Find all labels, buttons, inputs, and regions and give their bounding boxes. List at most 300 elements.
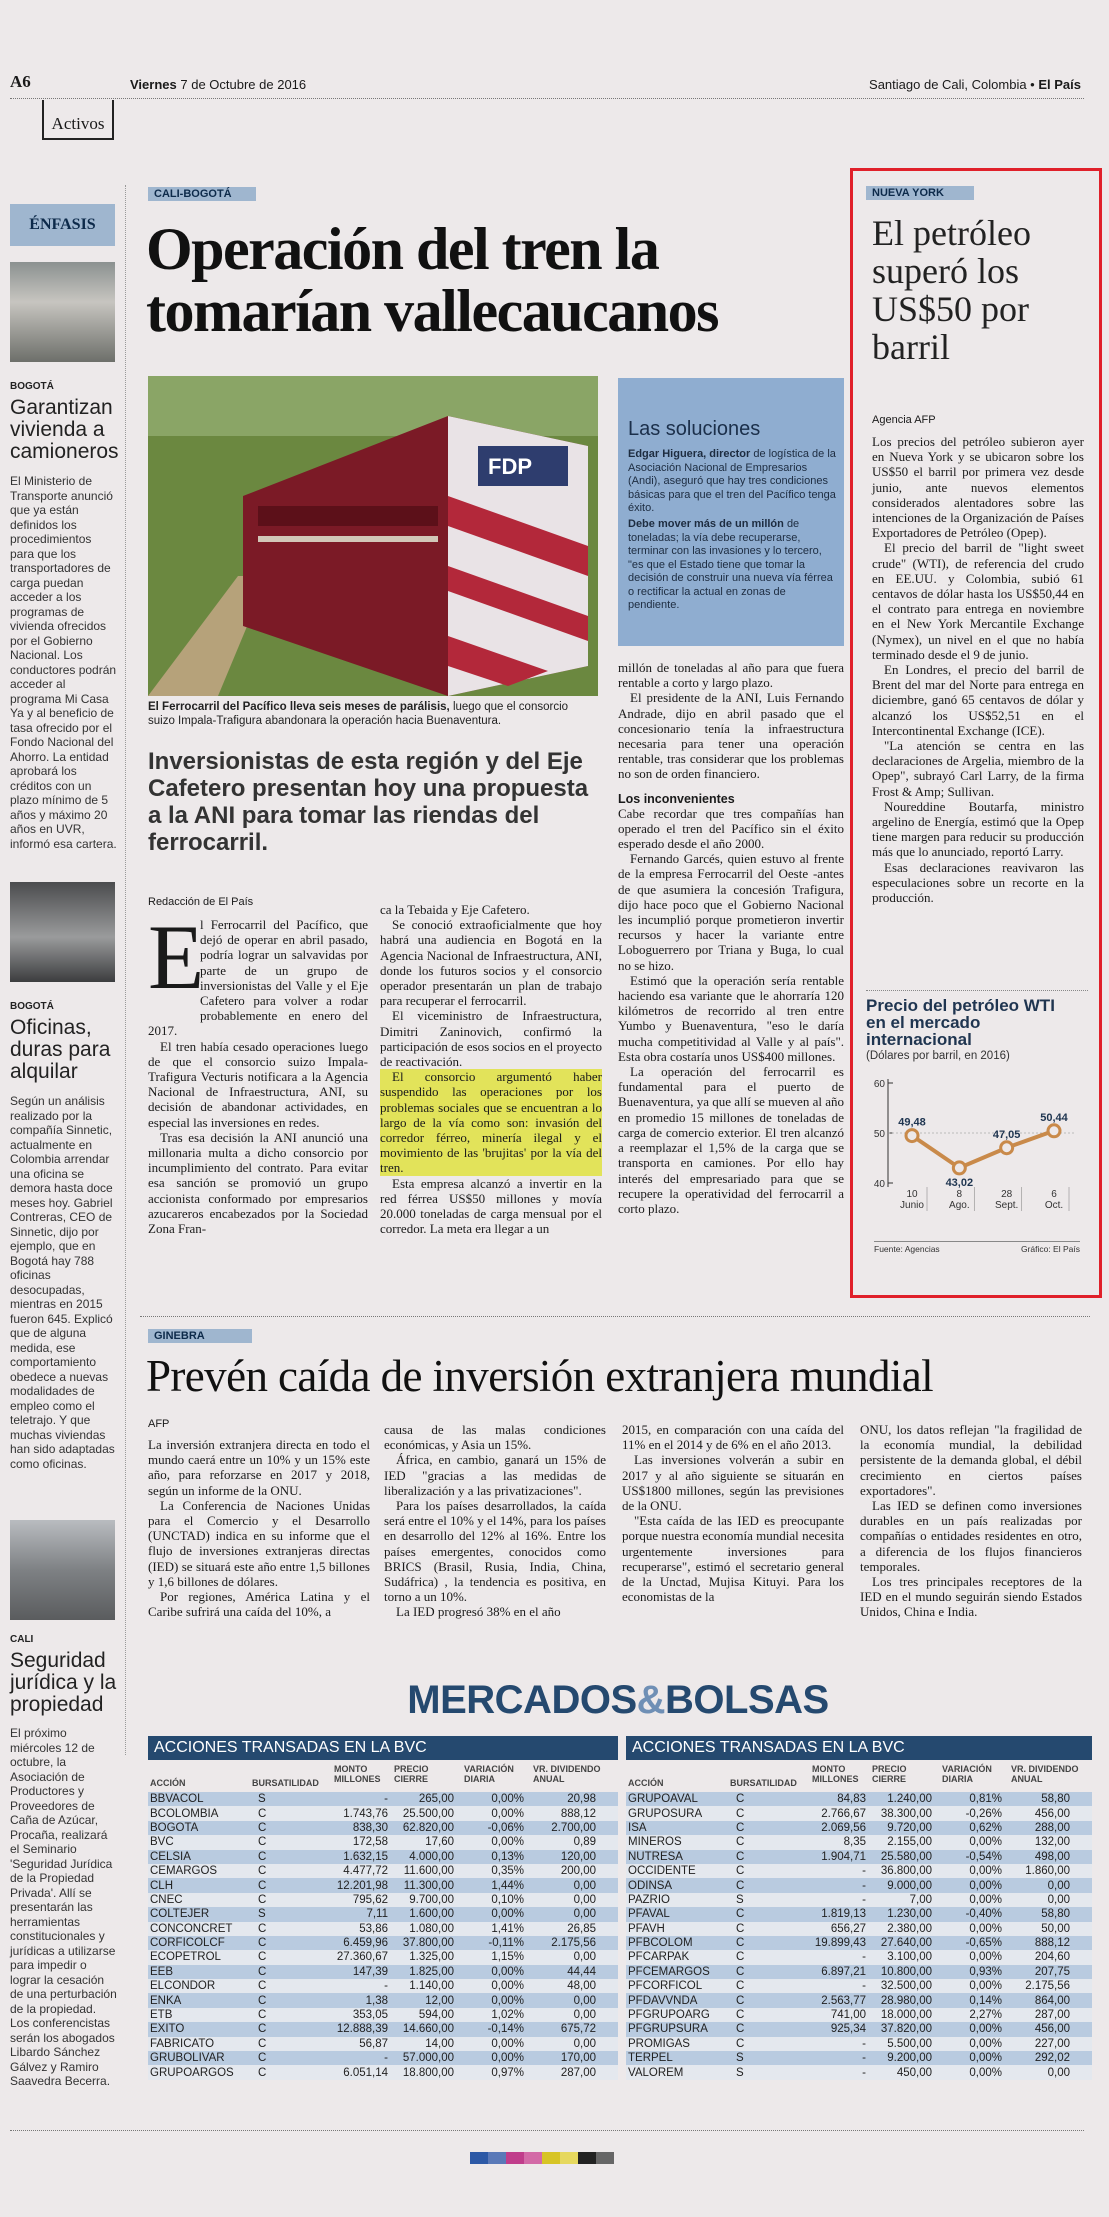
photo-caption-text: luego que el consorcio suizo Impala-Trafigura abandonara la operación hacia Buenaventura.	[148, 701, 569, 727]
table-cell: 0,00	[1004, 1878, 1092, 1892]
sidebar-body-1: El Ministerio de Transporte anunció que ya están definidos los procedimientos para que los transportadores de carga puedan acceder a los programas de vivienda ofrecidos por el Gobierno Nacional. Los conductores podrán acceder al programa Mi Casa Ya y al beneficio de tasa ofrecido por el Fondo Nacional del Ahorro. La entidad aprobará los créditos con un plazo mínimo de 5 años y máximo 20 años en UVR, informó esa cartera.	[10, 474, 117, 851]
table-cell: 0,00%	[934, 1878, 1004, 1892]
fdi-col2-p2: África, en cambio, ganará un 15% de IED "gracias a las medidas de liberalización y a las privatizaciones".	[384, 1452, 606, 1498]
section-tab	[42, 100, 114, 140]
table-cell: 26,85	[526, 1922, 618, 1936]
table-row	[148, 1893, 618, 1907]
table-row	[148, 1821, 618, 1835]
table-row	[626, 1893, 1092, 1907]
x-tick-label: Ago.	[949, 1200, 970, 1211]
table-cell: 795,62	[334, 1893, 390, 1907]
table-cell: CORFICOLCF	[148, 1936, 252, 1950]
table-cell: 0,00%	[934, 1922, 1004, 1936]
table-row	[626, 1907, 1092, 1921]
table-cell: 0,00%	[934, 2022, 1004, 2036]
table-cell: ETB	[148, 2008, 252, 2022]
header-rule	[10, 98, 1084, 99]
table-cell: -	[334, 2051, 390, 2065]
table-cell: 925,34	[812, 2022, 868, 2036]
table-row	[626, 1965, 1092, 1979]
table-row	[626, 1806, 1092, 1820]
table-cell: -	[812, 1878, 868, 1892]
table-cell: 0,00%	[934, 1979, 1004, 1993]
table-cell: 0,00	[526, 1950, 618, 1964]
printer-color-bar	[470, 2152, 614, 2164]
table-cell: -0,26%	[934, 1806, 1004, 1820]
main-col3-p4: Fernando Garcés, quien estuvo al frente de la empresa Ferrocarril del Oeste -antes de que asumiera la concesión Trafigura, dijo hace poco que el Gobierno Nacional les incumplió porque prometieron invertir recursos y hacer la variante entre Loboguerrero por Triana y Buga, lo cual no se hizo.	[618, 851, 844, 973]
data-label: 47,05	[992, 1128, 1021, 1141]
table-cell: 1.140,00	[390, 1979, 456, 1993]
table-cell: C	[730, 1821, 812, 1835]
fdi-col1-p3: Por regiones, América Latina y el Caribe sufrirá una caída del 10%, a	[148, 1589, 370, 1620]
sidebar-title-2: Oficinas, duras para alquilar	[10, 1016, 111, 1083]
table-cell: 0,00%	[456, 1979, 526, 1993]
table-cell: C	[252, 2051, 334, 2065]
table-cell: 656,27	[812, 1922, 868, 1936]
table-cell: 0,00%	[456, 1792, 526, 1806]
table-cell: 594,00	[390, 2008, 456, 2022]
oil-body	[872, 434, 1084, 905]
table-cell: C	[730, 1850, 812, 1864]
table-cell: CONCONCRET	[148, 1922, 252, 1936]
col-monto: MONTO MILLONES	[334, 1764, 381, 1784]
table-cell: C	[730, 1878, 812, 1892]
table-cell: -	[334, 1792, 390, 1806]
table-row	[626, 2022, 1092, 2036]
table-row	[626, 1792, 1092, 1806]
table-cell: 353,05	[334, 2008, 390, 2022]
table-cell: 2,27%	[934, 2008, 1004, 2022]
table-row	[148, 1806, 618, 1820]
table-cell: 10.800,00	[868, 1965, 934, 1979]
table-row	[626, 2037, 1092, 2051]
table-cell: 1.325,00	[390, 1950, 456, 1964]
table-cell: 32.500,00	[868, 1979, 934, 1993]
sidebar-kicker-3: CALI	[10, 1634, 34, 1645]
color-swatch	[488, 2152, 506, 2164]
table-row	[148, 2008, 618, 2022]
table-row	[148, 1922, 618, 1936]
table-cell: C	[730, 2037, 812, 2051]
y-tick-label: 60	[873, 1079, 885, 1090]
table-cell: 287,00	[1004, 2008, 1092, 2022]
table-cell: 1,38	[334, 1993, 390, 2007]
sidebar-title-3: Seguridad jurídica y la propiedad	[10, 1649, 117, 1716]
table-row	[626, 1864, 1092, 1878]
table-cell: 0,00%	[456, 2037, 526, 2051]
fdi-col-2	[384, 1422, 606, 1620]
table-cell: C	[252, 1850, 334, 1864]
table-cell: PFAVH	[626, 1922, 730, 1936]
main-col2-p3: El viceministro de Infraestructura, Dimitri Zaninovich, confirmó la participación de esos socios en el proyecto de reactivación.	[380, 1008, 602, 1070]
table-cell: 2.766,67	[812, 1806, 868, 1820]
table-cell: 2.175,56	[526, 1936, 618, 1950]
color-swatch	[506, 2152, 524, 2164]
table-row	[148, 2065, 618, 2079]
table-cell: 44,44	[526, 1965, 618, 1979]
oil-chart	[866, 990, 1088, 1265]
fdi-col1-p2: La Conferencia de Naciones Unidas para el Comercio y el Desarrollo (UNCTAD) indica en su informe que el flujo de inversiones extranjeras directas (IED) se situará este año entre 1,5 billones y 1,6 billones de dólares.	[148, 1497, 370, 1589]
table-row	[148, 1936, 618, 1950]
table-cell: 288,00	[1004, 1821, 1092, 1835]
data-point	[1001, 1142, 1013, 1154]
table-cell: ISA	[626, 1821, 730, 1835]
oil-p1: Los precios del petróleo subieron ayer en Nueva York y se ubicaron sobre los US$50 el barril por primera vez desde junio, ante nuevos elementos considerados alentadores sobre las intenciones de la Organización de Países Exportadores de Petróleo (Opep).	[872, 434, 1084, 541]
fdi-col2-p4: La IED progresó 38% en el año	[396, 1604, 561, 1620]
table-cell: 4.477,72	[334, 1864, 390, 1878]
table-cell: C	[730, 1864, 812, 1878]
solutions-box	[618, 378, 844, 646]
table-cell: PFGRUPOARG	[626, 2008, 730, 2022]
table-cell: C	[252, 1835, 334, 1849]
table-cell: 2.380,00	[868, 1922, 934, 1936]
table-cell: 25.580,00	[868, 1850, 934, 1864]
table-cell: C	[730, 1993, 812, 2007]
sidebar-photo-offices	[10, 882, 115, 982]
header-place-line	[869, 77, 1081, 92]
main-deck: Inversionistas de esta región y del Eje Cafetero presentan hoy una propuesta a la ANI para tomar las riendas del ferrocarril.	[148, 748, 589, 856]
data-point	[1048, 1125, 1060, 1137]
oil-byline: Agencia AFP	[872, 414, 936, 426]
table-cell: 12.201,98	[334, 1878, 390, 1892]
table-cell: C	[730, 1979, 812, 1993]
table-cell: 1.632,15	[334, 1850, 390, 1864]
table-cell: CNEC	[148, 1893, 252, 1907]
table-cell: 4.000,00	[390, 1850, 456, 1864]
table-cell: C	[730, 1936, 812, 1950]
table-cell: 0,93%	[934, 1965, 1004, 1979]
table-cell: 0,00%	[934, 1835, 1004, 1849]
solutions-item-1-bold: Edgar Higuera, director	[628, 448, 751, 460]
fdi-headline: Prevén caída de inversión extranjera mundial	[146, 1351, 934, 1401]
table-cell: 2.175,56	[1004, 1979, 1092, 1993]
sidebar-body-2: Según un análisis realizado por la compañía Sinnetic, actualmente en Colombia arrendar una oficina se demora hasta doce meses hoy. Gabriel Contreras, CEO de Sinnetic, dijo por ejemplo, que en Bogotá hay 788 oficinas desocupadas, mientras en 2015 fueron 645. Explicó que de alguna medida, ese comportamiento obedece a nuevas modalidades de empleo como el teletrajo. Y que muchas viviendas han sido adaptadas como oficinas.	[10, 1094, 115, 1471]
table-cell: 265,00	[390, 1792, 456, 1806]
main-col2-p2: Se conoció extraoficialmente que hoy habrá una audiencia en Bogotá en la Agencia Nacional de Infraestructura, ANI, donde los futuros socios y el consorcio operador presentarán un plan de trabajo para recuperar el ferrocarril.	[380, 917, 602, 1009]
table-cell: 864,00	[1004, 1993, 1092, 2007]
main-col3-p5: Estimó que la operación sería rentable haciendo esa variante que le ahorraría 120 kilómetros de recorrido al tren entre Yumbo y Buenaventura, "eso le daría mucha competitividad al Valle y al país". Esta obra costaría unos US$400 millones.	[618, 972, 844, 1064]
table-cell: PFGRUPSURA	[626, 2022, 730, 2036]
table-row	[148, 2051, 618, 2065]
table-cell: 0,00%	[456, 1907, 526, 1921]
fdi-col2-p3: Para los países desarrollados, la caída será entre el 10% y el 14%, para los países en desarrollo del 12% al 16%. Entre los países emergentes, conocidos como BRICS (Brasil, Rusia, India, China, Sudáfrica) , la tendencia es positiva, en torno a un 10%.	[384, 1498, 606, 1605]
main-byline: Redacción de El País	[148, 896, 254, 908]
main-kicker: CALI-BOGOTÁ	[148, 187, 256, 201]
table-cell: 0,35%	[456, 1864, 526, 1878]
table-cell: 2.700,00	[526, 1821, 618, 1835]
x-tick-label: Sept.	[994, 1200, 1019, 1211]
x-tick-label: 28	[1001, 1189, 1013, 1200]
table-cell: C	[252, 1821, 334, 1835]
table-cell: 53,86	[334, 1922, 390, 1936]
table-cell: 0,00%	[456, 1965, 526, 1979]
table-cell: 11.300,00	[390, 1878, 456, 1892]
table-cell: 0,13%	[456, 1850, 526, 1864]
table-cell: PFAVAL	[626, 1907, 730, 1921]
oil-headline: El petróleo superó los US$50 por barril	[872, 213, 1031, 367]
x-tick-label: 6	[1051, 1189, 1057, 1200]
table-cell: 1.743,76	[334, 1806, 390, 1820]
table-cell: PAZRIO	[626, 1893, 730, 1907]
y-tick-label: 40	[873, 1179, 885, 1190]
fdi-col-4	[860, 1422, 1082, 1620]
table-cell: -0,54%	[934, 1850, 1004, 1864]
table-cell: 0,00	[1004, 1893, 1092, 1907]
markets-table-right-title: ACCIONES TRANSADAS EN LA BVC	[626, 1736, 1092, 1760]
table-cell: CEMARGOS	[148, 1864, 252, 1878]
table-cell: 1,44%	[456, 1878, 526, 1892]
table-cell: 56,87	[334, 2037, 390, 2051]
table-cell: S	[730, 1893, 812, 1907]
oil-kicker: NUEVA YORK	[866, 186, 974, 200]
table-row	[148, 1993, 618, 2007]
svg-text:FDP: FDP	[488, 454, 532, 479]
table-cell: 37.800,00	[390, 1936, 456, 1950]
chart-title: Precio del petróleo WTI en el mercado internacional	[866, 996, 1055, 1049]
table-cell: 172,58	[334, 1835, 390, 1849]
table-cell: COLTEJER	[148, 1907, 252, 1921]
fdi-col-1	[148, 1437, 370, 1619]
table-cell: -0,11%	[456, 1936, 526, 1950]
header-date-line	[130, 77, 306, 92]
table-row	[626, 1993, 1092, 2007]
table-cell: 0,00%	[934, 2051, 1004, 2065]
y-tick-label: 50	[873, 1129, 885, 1140]
table-row	[148, 1979, 618, 1993]
table-cell: C	[252, 2037, 334, 2051]
col-accion: ACCIÓN	[150, 1778, 186, 1788]
table-cell: 888,12	[1004, 1936, 1092, 1950]
table-cell: PFCORFICOL	[626, 1979, 730, 1993]
sidebar-photo-house	[10, 1520, 115, 1620]
table-row	[626, 1821, 1092, 1835]
table-cell: 84,83	[812, 1792, 868, 1806]
table-cell: -	[812, 2065, 868, 2079]
table-cell: 27.640,00	[868, 1936, 934, 1950]
table-cell: -0,65%	[934, 1936, 1004, 1950]
table-cell: ELCONDOR	[148, 1979, 252, 1993]
photo-caption	[148, 700, 598, 728]
table-cell: 170,00	[526, 2051, 618, 2065]
table-cell: 50,00	[1004, 1922, 1092, 1936]
color-swatch	[596, 2152, 614, 2164]
table-cell: -	[812, 1893, 868, 1907]
solutions-item-1	[628, 448, 836, 516]
table-cell: 0,00	[1004, 2065, 1092, 2079]
table-cell: 0,00%	[934, 1950, 1004, 1964]
solutions-item-1-text: de logística de la Asociación Nacional de Empresarios (Andi), aseguró que hay tres condiciones básicas para que el tren del Pacífico tenga éxito.	[628, 448, 836, 514]
table-cell: S	[730, 2051, 812, 2065]
table-cell: 0,00%	[934, 2065, 1004, 2079]
table-cell: 147,39	[334, 1965, 390, 1979]
table-cell: C	[252, 1864, 334, 1878]
table-cell: S	[252, 1907, 334, 1921]
table-cell: S	[252, 1792, 334, 1806]
markets-table-left	[148, 1736, 618, 2080]
fdi-col4-p3: Los tres principales receptores de la IED en el mundo seguirán siendo Estados Unidos, China e India.	[860, 1574, 1082, 1620]
table-cell: 1.600,00	[390, 1907, 456, 1921]
table-cell: EEB	[148, 1965, 252, 1979]
table-cell: 838,30	[334, 1821, 390, 1835]
solutions-item-2	[628, 518, 836, 613]
table-cell: 27.360,67	[334, 1950, 390, 1964]
table-cell: C	[730, 1835, 812, 1849]
main-col2-p1: ca la Tebaida y Eje Cafetero.	[380, 902, 530, 917]
header-brand: El País	[1038, 77, 1081, 92]
main-col-2	[380, 902, 602, 1236]
fdi-kicker: GINEBRA	[148, 1329, 252, 1343]
table-cell: 2.155,00	[868, 1835, 934, 1849]
data-label: 49,48	[898, 1116, 926, 1129]
table-cell: TERPEL	[626, 2051, 730, 2065]
table-row	[148, 2037, 618, 2051]
table-cell: 7,11	[334, 1907, 390, 1921]
markets-title-amp: &	[636, 1678, 666, 1722]
table-cell: C	[730, 1922, 812, 1936]
x-tick-label: 10	[906, 1189, 918, 1200]
table-cell: C	[730, 1907, 812, 1921]
table-row	[626, 1979, 1092, 1993]
markets-title	[148, 1678, 1088, 1723]
table-cell: 9.720,00	[868, 1821, 934, 1835]
table-cell: 0,81%	[934, 1792, 1004, 1806]
table-cell: BBVACOL	[148, 1792, 252, 1806]
table-row	[626, 1835, 1092, 1849]
table-cell: PFCEMARGOS	[626, 1965, 730, 1979]
col-variacion-r: VARIACIÓN DIARIA	[942, 1764, 992, 1784]
table-row	[626, 2008, 1092, 2022]
col-accion-r: ACCIÓN	[628, 1778, 664, 1788]
table-cell: 58,80	[1004, 1907, 1092, 1921]
table-cell: 227,00	[1004, 2037, 1092, 2051]
table-cell: C	[252, 1936, 334, 1950]
table-cell: 48,00	[526, 1979, 618, 1993]
table-cell: -	[334, 1979, 390, 1993]
table-cell: C	[252, 1993, 334, 2007]
markets-right-header	[626, 1760, 1092, 1792]
table-row	[148, 1864, 618, 1878]
dropcap: E	[148, 906, 205, 1008]
table-cell: OCCIDENTE	[626, 1864, 730, 1878]
table-row	[148, 1907, 618, 1921]
table-cell: 0,00	[526, 1907, 618, 1921]
fdi-col4-p1: ONU, los datos reflejan "la fragilidad de la economía mundial, la debilidad persistente de la demanda global, el débil crecimiento en ciertos países exportadores".	[860, 1422, 1082, 1498]
solutions-title: Las soluciones	[628, 418, 761, 440]
main-col1-p1: l Ferrocarril del Pacífico, que dejó de operar en abril pasado, podría lograr un salvavidas por parte de un grupo de inversionistas del Valle y el Eje Cafetero para volver a rodar probablemente en enero del 2017.	[148, 917, 368, 1039]
header-day: Viernes	[130, 77, 177, 92]
fdi-col2-p1: causa de las malas condiciones económicas, y Asia un 15%.	[384, 1422, 606, 1453]
table-cell: 37.820,00	[868, 2022, 934, 2036]
table-cell: 0,00	[526, 2008, 618, 2022]
color-swatch	[542, 2152, 560, 2164]
col-variacion: VARIACIÓN DIARIA	[464, 1764, 514, 1784]
table-cell: 1.230,00	[868, 1907, 934, 1921]
series-line	[912, 1128, 1054, 1168]
page-number: A6	[10, 72, 31, 91]
col-dividendo-r: VR. DIVIDENDO ANUAL	[1011, 1764, 1079, 1784]
table-cell: 292,02	[1004, 2051, 1092, 2065]
markets-left-grid	[148, 1792, 618, 2080]
table-row	[626, 1922, 1092, 1936]
table-cell: 0,00	[526, 1893, 618, 1907]
main-headline: Operación del tren la tomarían vallecaucanos	[146, 216, 718, 344]
x-tick-label: 8	[956, 1189, 963, 1200]
table-cell: 2.563,77	[812, 1993, 868, 2007]
data-label: 43,02	[945, 1176, 974, 1189]
table-cell: 62.820,00	[390, 1821, 456, 1835]
table-cell: 0,14%	[934, 1993, 1004, 2007]
fdi-col3-p1: 2015, en comparación con una caída del 11% en el 2014 y de 6% en el año 2013.	[622, 1422, 844, 1453]
table-cell: 1,02%	[456, 2008, 526, 2022]
table-cell: BCOLOMBIA	[148, 1806, 252, 1820]
sidebar-kicker-2: BOGOTÁ	[10, 1001, 54, 1012]
main-col-3	[618, 660, 844, 1216]
table-cell: 1,15%	[456, 1950, 526, 1964]
table-cell: -0,14%	[456, 2022, 526, 2036]
table-cell: 0,89	[526, 1835, 618, 1849]
sidebar-photo-trucks	[10, 262, 115, 362]
x-tick-label: Junio	[900, 1200, 924, 1211]
table-row	[148, 1835, 618, 1849]
table-cell: 8,35	[812, 1835, 868, 1849]
table-cell: 18.800,00	[390, 2065, 456, 2079]
table-cell: 0,00%	[456, 1993, 526, 2007]
table-row	[148, 2022, 618, 2036]
table-row	[148, 1965, 618, 1979]
chart-source	[874, 1241, 1080, 1254]
table-row	[626, 2051, 1092, 2065]
table-cell: 498,00	[1004, 1850, 1092, 1864]
main-col2-p4: Esta empresa alcanzó a invertir en la red férrea US$50 millones y movía 20.000 toneladas de carga mensual por el corredor. La meta era llegar a un	[380, 1175, 602, 1237]
table-cell: 9.200,00	[868, 2051, 934, 2065]
markets-left-header	[148, 1760, 618, 1792]
table-cell: 25.500,00	[390, 1806, 456, 1820]
oil-p4: "La atención se centra en las declaraciones de Argelia, miembro de la Opep", subrayó Carl Larry, de la firma Frost & Amp; Sullivan.	[872, 738, 1084, 799]
oil-p2: El precio del barril de "light sweet crude" (WTI), de referencia del crudo en EE.UU. y Colombia, subió 61 centavos de dólar hasta los US$50,44 en el contrato para entrega en noviembre en el New York Mercantile Exchange (Nymex), un nivel en el que no había terminado desde el 9 de junio.	[872, 540, 1084, 662]
table-cell: 888,12	[526, 1806, 618, 1820]
table-cell: 0,62%	[934, 1821, 1004, 1835]
table-cell: 456,00	[1004, 2022, 1092, 2036]
table-cell: 0,00%	[456, 2051, 526, 2065]
col-monto-r: MONTO MILLONES	[812, 1764, 859, 1784]
table-cell: MINEROS	[626, 1835, 730, 1849]
table-cell: 14,00	[390, 2037, 456, 2051]
table-cell: VALOREM	[626, 2065, 730, 2079]
table-row	[626, 1936, 1092, 1950]
main-col1-p3: Tras esa decisión la ANI anunció una millonaria multa a dicho consorcio por incumplimiento del contrato. Para evitar esa sanción se promovió un grupo accionista conformado por empresarios azucareros encabezados por la Sociedad Zona Fran-	[148, 1129, 368, 1237]
table-cell: 0,00%	[456, 1835, 526, 1849]
table-cell: 207,75	[1004, 1965, 1092, 1979]
table-cell: -	[812, 2037, 868, 2051]
table-cell: 58,80	[1004, 1792, 1092, 1806]
fdi-col4-p2: Las IED se definen como inversiones durables en un país realizadas por compañías o entidades residentes en otro, a diferencia de los flujos financieros temporales.	[860, 1498, 1082, 1574]
oil-p3: En Londres, el precio del barril de Brent del mar del Norte para entrega en diciembre, ganó 65 centavos de dólar y alcanzó los US$52,51 en el Intercontinental Exchange (ICE).	[872, 662, 1084, 738]
table-cell: C	[252, 1965, 334, 1979]
table-cell: 14.660,00	[390, 2022, 456, 2036]
table-cell: 1.904,71	[812, 1850, 868, 1864]
table-cell: C	[252, 1806, 334, 1820]
table-cell: C	[730, 1965, 812, 1979]
main-col3-p3: Cabe recordar que tres compañías han operado el tren del Pacífico sin el éxito esperado desde el año 2000.	[618, 805, 844, 852]
col-dividendo: VR. DIVIDENDO ANUAL	[533, 1764, 601, 1784]
color-swatch	[470, 2152, 488, 2164]
table-row	[148, 1950, 618, 1964]
fdi-col3-p2: Las inversiones volverán a subir en 2017 y al año siguiente se situarán en US$1800 millones, según las previsiones de la ONU.	[622, 1452, 844, 1514]
markets-table-left-title: ACCIONES TRANSADAS EN LA BVC	[148, 1736, 618, 1760]
table-cell: 0,97%	[456, 2065, 526, 2079]
color-swatch	[524, 2152, 542, 2164]
table-cell: C	[252, 1893, 334, 1907]
